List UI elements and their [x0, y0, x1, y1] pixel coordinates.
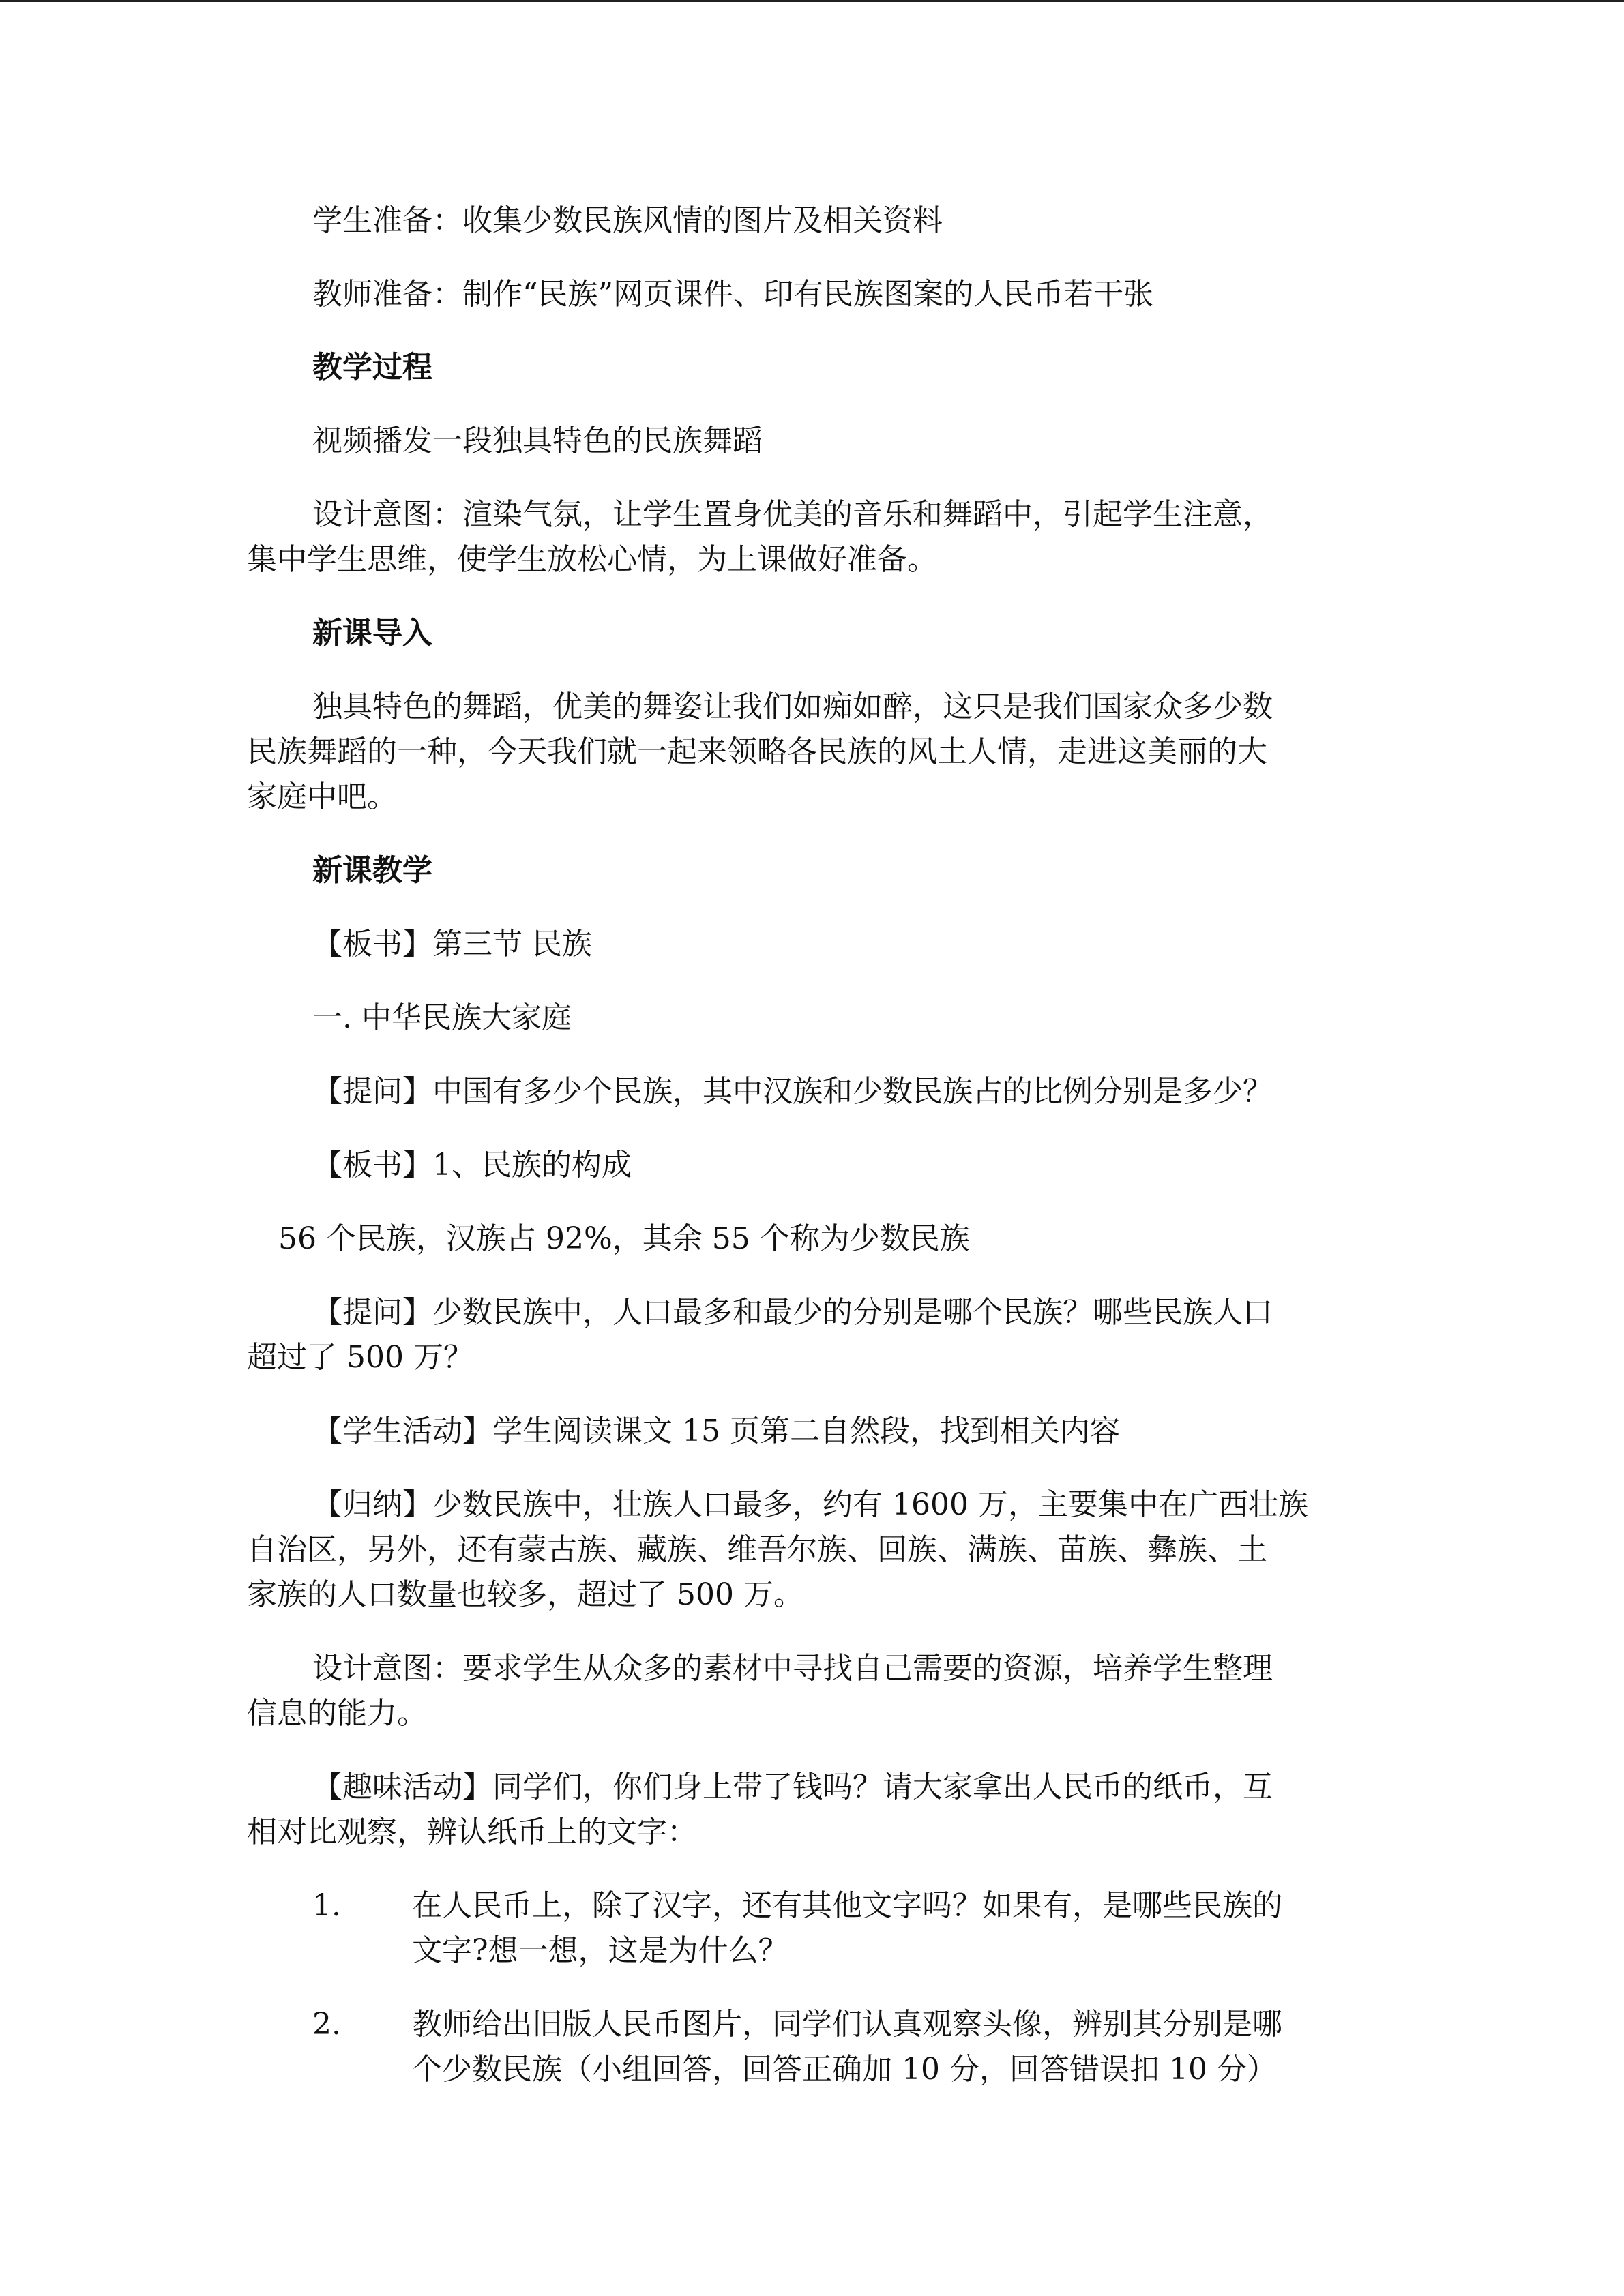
- list-item-number: 2.: [312, 2007, 341, 2042]
- summary-line-1: 【归纳】少数民族中，壮族人口最多，约有 1600 万，主要集中在广西壮族: [312, 1487, 1308, 1522]
- question-2-line-2: 超过了 500 万？: [247, 1340, 473, 1375]
- design-intent-2-line-1: 设计意图：要求学生从众多的素材中寻找自己需要的资源，培养学生整理: [312, 1651, 1273, 1686]
- board-note-2: 【板书】1、民族的构成: [312, 1148, 632, 1182]
- design-intent-1-line-1: 设计意图：渲染气氛，让学生置身优美的音乐和舞蹈中，引起学生注意，: [312, 497, 1273, 532]
- section-title-1: 一. 中华民族大家庭: [312, 1000, 572, 1035]
- video-line: 视频播发一段独具特色的民族舞蹈: [312, 423, 763, 458]
- question-1: 【提问】中国有多少个民族，其中汉族和少数民族占的比例分别是多少？: [312, 1074, 1273, 1109]
- design-intent-1-line-2: 集中学生思维，使学生放松心情，为上课做好准备。: [247, 542, 937, 577]
- list-item-line-1: 教师给出旧版人民币图片，同学们认真观察头像，辨别其分别是哪: [412, 2007, 1282, 2042]
- summary-line-2: 自治区，另外，还有蒙古族、藏族、维吾尔族、回族、满族、苗族、彝族、土: [247, 1532, 1267, 1567]
- intro-line-2: 民族舞蹈的一种，今天我们就一起来领略各民族的风土人情，走进这美丽的大: [247, 734, 1267, 769]
- ethnic-composition-fact: 56 个民族，汉族占 92%，其余 55 个称为少数民族: [278, 1221, 970, 1256]
- heading-new-lesson-teaching: 新课教学: [312, 853, 432, 888]
- student-activity: 【学生活动】学生阅读课文 15 页第二自然段，找到相关内容: [312, 1414, 1120, 1448]
- page-top-border: [0, 0, 1624, 2]
- heading-new-lesson-intro: 新课导入: [312, 616, 432, 651]
- list-item-line-2: 文字?想一想，这是为什么？: [412, 1933, 788, 1968]
- intro-line-1: 独具特色的舞蹈，优美的舞姿让我们如痴如醉，这只是我们国家众多少数: [312, 689, 1273, 724]
- question-2-line-1: 【提问】少数民族中，人口最多和最少的分别是哪个民族？哪些民族人口: [312, 1295, 1273, 1330]
- fun-activity-line-2: 相对比观察，辨认纸币上的文字：: [247, 1815, 697, 1849]
- list-item-line-1: 在人民币上，除了汉字，还有其他文字吗？如果有，是哪些民族的: [412, 1888, 1282, 1923]
- summary-line-3: 家族的人口数量也较多，超过了 500 万。: [247, 1577, 803, 1612]
- intro-line-3: 家庭中吧。: [247, 779, 397, 814]
- board-note-1: 【板书】第三节 民族: [312, 927, 592, 961]
- design-intent-2-line-2: 信息的能力。: [247, 1696, 427, 1731]
- list-item-number: 1.: [312, 1888, 341, 1923]
- fun-activity-line-1: 【趣味活动】同学们，你们身上带了钱吗？请大家拿出人民币的纸币，互: [312, 1770, 1273, 1804]
- student-prep: 学生准备：收集少数民族风情的图片及相关资料: [312, 203, 943, 238]
- list-item-line-2: 个少数民族（小组回答，回答正确加 10 分，回答错误扣 10 分）: [412, 2052, 1277, 2087]
- teacher-prep: 教师准备：制作“民族”网页课件、印有民族图案的人民币若干张: [312, 277, 1153, 312]
- heading-teaching-process: 教学过程: [312, 350, 432, 385]
